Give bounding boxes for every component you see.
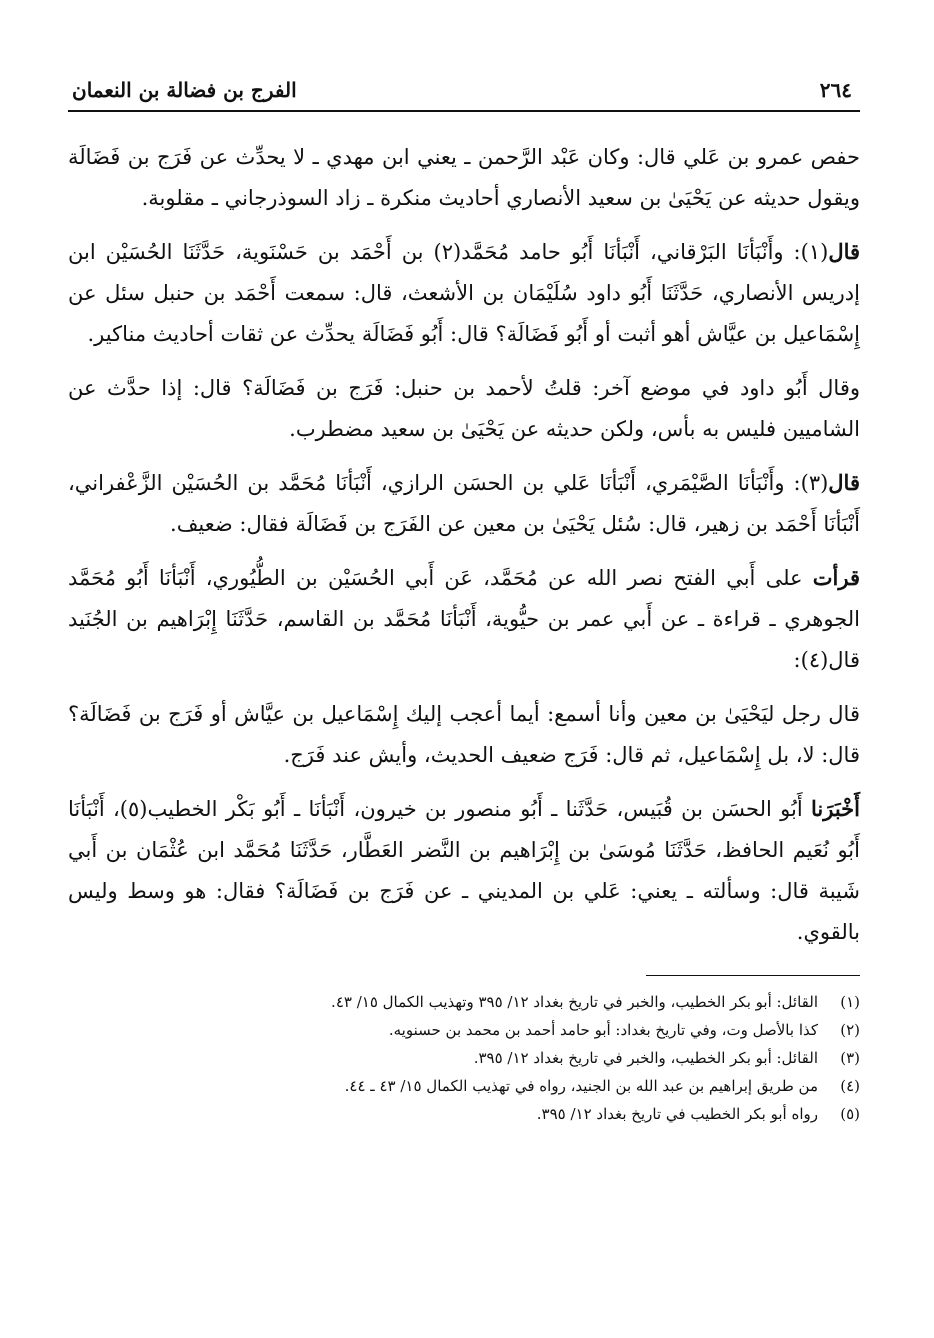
paragraph-text: (١): وأَنْبَأنَا البَرْقاني، أَنْبَأنَا أَبُو حامد مُحَمَّد(٢) بن أَحْمَد بن حَسْنَوية، حَدَّثَنَا الحُسَيْن ابن إدريس الأنصاري، حَدَّثَنَا أَبُو داود سُلَيْمَان بن الأشعث، قال: سمعت أَحْمَد بن حنبل سئل عن إِسْمَاعيل بن عيَّاش أهو أثبت أو أَبُو فَضَالَة؟ قال: أَبُو فَضَالَة يحدِّث عن ثقات أحاديث مناكير. [68,240,860,346]
footnote-number: (٤) [840,1077,860,1095]
footnotes [68,988,860,1128]
paragraph-text: أَبُو الحسَن بن قُبَيس، حَدَّثَنا ـ أَبُو منصور بن خيرون، أَنْبَأنَا ـ أَبُو بَكْر الخطيب(٥)، أَنْبَأنَا أَبُو نُعَيم الحافظ، حَدَّثَنَا مُوسَىٰ بن إِبْرَاهيم بن النَّضر العَطَّار، حَدَّثَنَا مُحَمَّد ابن عُثْمَان بن أَبي شَيبة قال: وسألته ـ يعني: عَلي بن المديني ـ عن فَرَج بن فَضَالَة؟ فقال: هو وسط وليس بالقوي. [68,797,860,944]
footnote [68,988,860,1016]
footnote-separator [646,975,860,976]
footnote-text: القائل: أبو بكر الخطيب، والخبر في تاريخ بغداد ١٢/ ٣٩٥. [473,1049,818,1067]
paragraph [68,693,860,776]
paragraph-text: وقال أَبُو داود في موضع آخر: قلتُ لأحمد بن حنبل: فَرَج بن فَضَالَة؟ قال: إذا حدَّث عن الشاميين فليس به بأس، ولكن حديثه عن يَحْيَىٰ بن سعيد مضطرب. [68,376,860,441]
footnote-number: (٥) [840,1105,860,1123]
paragraph [68,462,860,545]
footnote [68,1044,860,1072]
footnote-number: (٣) [840,1049,860,1067]
paragraph-text: قال رجل ليَحْيَىٰ بن معين وأنا أسمع: أيما أعجب إليك إِسْمَاعيل بن عيَّاش أو فَرَج بن فَضَالَة؟ قال: لا، بل إِسْمَاعيل، ثم قال: فَرَج ضعيف الحديث، وأيش عند فَرَج. [68,702,860,767]
paragraph [68,788,860,953]
running-title: الفرج بن فضالة بن النعمان [72,78,297,102]
footnote-text: رواه أبو بكر الخطيب في تاريخ بغداد ١٢/ ٣٩٥. [536,1105,818,1123]
paragraph [68,136,860,219]
paragraph [68,367,860,450]
paragraph-text: حفص عمرو بن عَلي قال: وكان عَبْد الرَّحمن ـ يعني ابن مهدي ـ لا يحدِّث عن فَرَج بن فَضَالَة ويقول حديثه عن يَحْيَىٰ بن سعيد الأنصاري أحاديث منكرة ـ زاد السوذرجاني ـ مقلوبة. [68,145,860,210]
footnote-text: كذا بالأصل وت، وفي تاريخ بغداد: أبو حامد أحمد بن محمد بن حسنويه. [388,1021,818,1039]
paragraph-lead: أَخْبَرَنا [811,796,860,821]
page-number: ٢٦٤ [819,78,852,102]
paragraph-lead: قرأت [812,565,860,590]
footnote [68,1100,860,1128]
footnote [68,1072,860,1100]
paragraph [68,557,860,681]
paragraph-lead: قال [828,239,861,264]
footnote [68,1016,860,1044]
paragraph-text: على أَبي الفتح نصر الله عن مُحَمَّد، عَن أَبي الحُسَيْن بن الطُّيُوري، أَنْبَأنَا أَبُو مُحَمَّد الجوهري ـ قراءة ـ عن أَبي عمر بن حيُّوية، أَنْبَأنَا مُحَمَّد بن القاسم، حَدَّثَنَا إِبْرَاهيم بن الجُنَيد قال(٤): [68,566,860,672]
footnote-number: (١) [840,993,860,1011]
footnote-text: من طريق إبراهيم بن عبد الله بن الجنيد، رواه في تهذيب الكمال ١٥/ ٤٣ ـ ٤٤. [344,1077,818,1095]
footnote-number: (٢) [840,1021,860,1039]
footnote-text: القائل: أبو بكر الخطيب، والخبر في تاريخ بغداد ١٢/ ٣٩٥ وتهذيب الكمال ١٥/ ٤٣. [331,993,818,1011]
main-text [68,136,860,953]
running-header [68,70,860,112]
paragraph [68,231,860,355]
paragraph-lead: قال [828,470,860,495]
paragraph-text: (٣): وأَنْبَأنَا الصَّيْمَري، أَنْبَأنَا عَلي بن الحسَن الرازي، أَنْبَأنَا مُحَمَّد بن الحُسَيْن الزَّعْفراني، أَنْبَأنَا أَحْمَد بن زهير، قال: سُئل يَحْيَىٰ بن معين عن الفَرَج بن فَضَالَة فقال: ضعيف. [68,471,860,536]
book-page [68,70,860,1128]
